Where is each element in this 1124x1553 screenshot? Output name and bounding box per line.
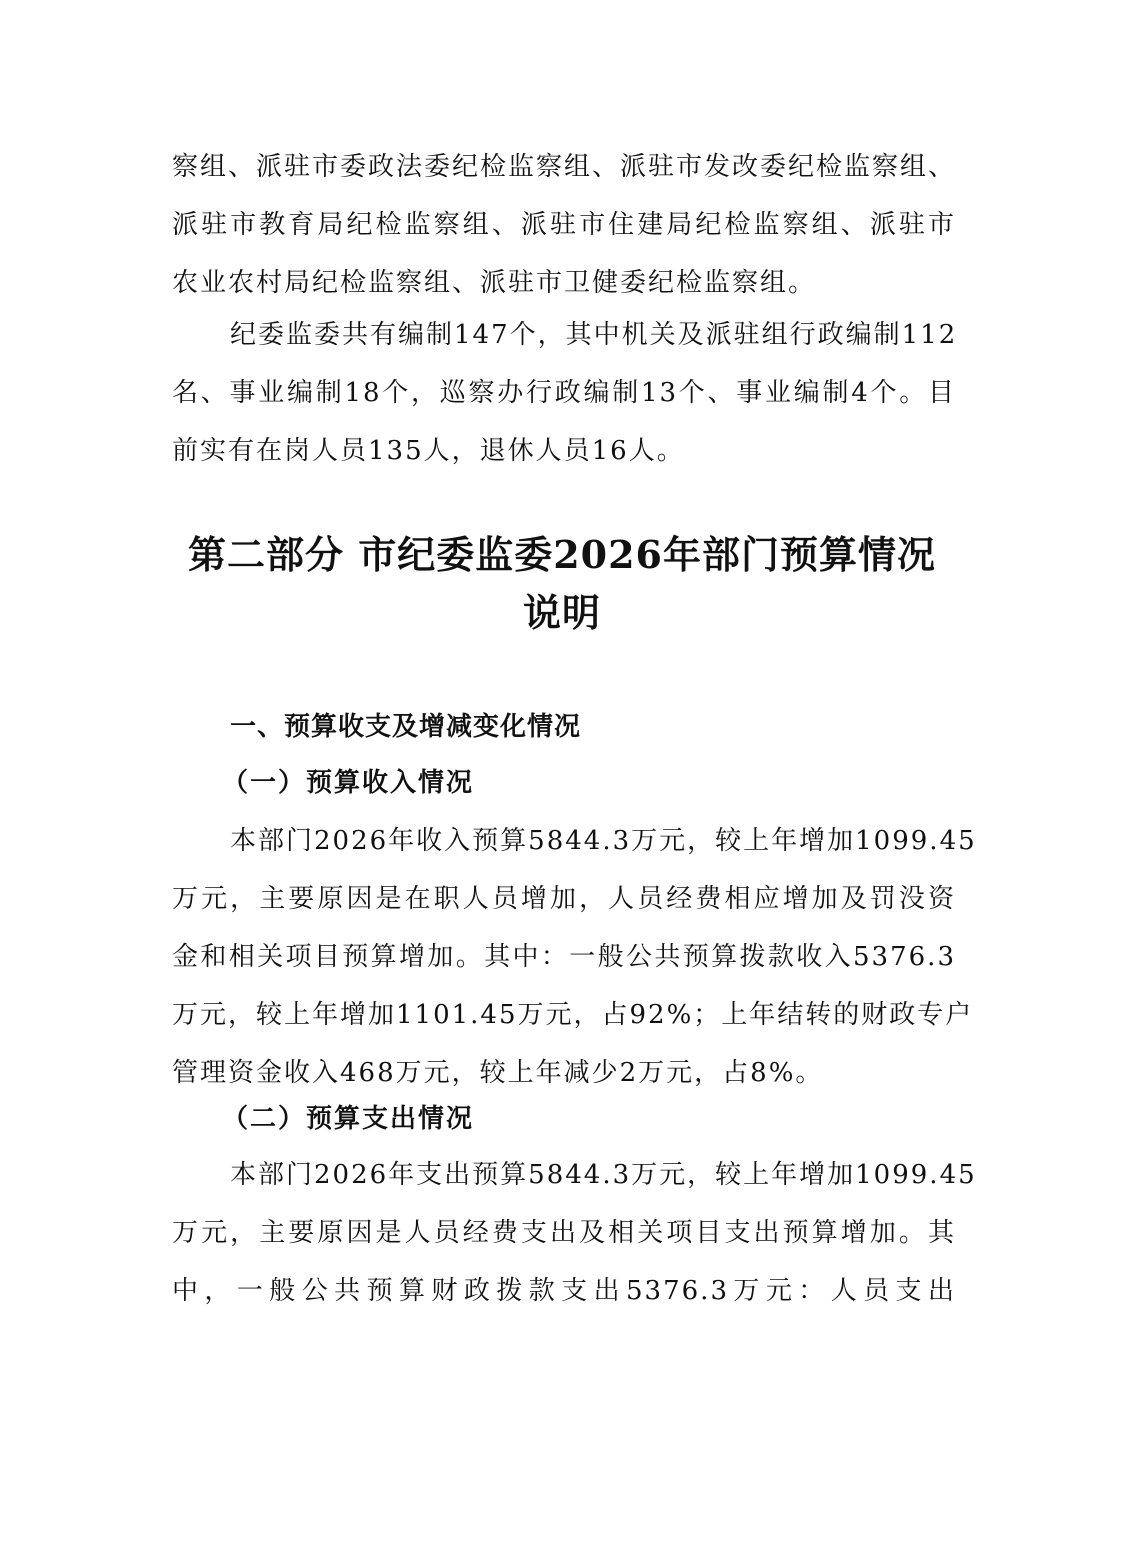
part-title-line-2: 说明: [522, 590, 601, 635]
text-line: 金和相关项目预算增加。其中：一般公共预算拨款收入5376.3: [172, 942, 956, 972]
paragraph-staffing: [172, 306, 956, 480]
text-line: 本部门2026年支出预算5844.3万元，较上年增加1099.45: [230, 1160, 977, 1190]
text-line: 中，一般公共预算财政拨款支出5376.3万元：人员支出: [172, 1276, 956, 1306]
text-line: 前实有在岗人员135人，退休人员16人。: [172, 436, 685, 466]
text-line: 万元，较上年增加1101.45万元，占92%；上年结转的财政专户: [172, 1000, 974, 1030]
text-line: 本部门2026年收入预算5844.3万元，较上年增加1099.45: [230, 826, 977, 856]
text-line: 万元，主要原因是在职人员增加，人员经费相应增加及罚没资: [172, 884, 956, 914]
income-subheading: （一）预算收入情况: [222, 768, 475, 798]
text-line: 万元，主要原因是人员经费支出及相关项目支出预算增加。其: [172, 1218, 956, 1248]
expense-subheading: （二）预算支出情况: [222, 1104, 475, 1134]
text-line: 农业农村局纪检监察组、派驻市卫健委纪检监察组。: [172, 268, 817, 298]
paragraph-income: [172, 812, 977, 1102]
text-line: 察组、派驻市委政法委纪检监察组、派驻市发改委纪检监察组、: [172, 152, 957, 182]
paragraph-dispatched-groups: [172, 138, 956, 312]
text-line: 派驻市教育局纪检监察组、派驻市住建局纪检监察组、派驻市: [172, 210, 956, 240]
text-line: 名、事业编制18个，巡察办行政编制13个、事业编制4个。目: [172, 378, 956, 408]
text-line: 纪委监委共有编制147个，其中机关及派驻组行政编制112: [230, 320, 958, 350]
section-heading: 一、预算收支及增减变化情况: [230, 712, 582, 742]
paragraph-expense: [172, 1146, 977, 1320]
text-line: 管理资金收入468万元，较上年减少2万元，占8%。: [172, 1058, 824, 1088]
part-title-line-1: 第二部分 市纪委监委2026年部门预算情况: [188, 532, 936, 577]
